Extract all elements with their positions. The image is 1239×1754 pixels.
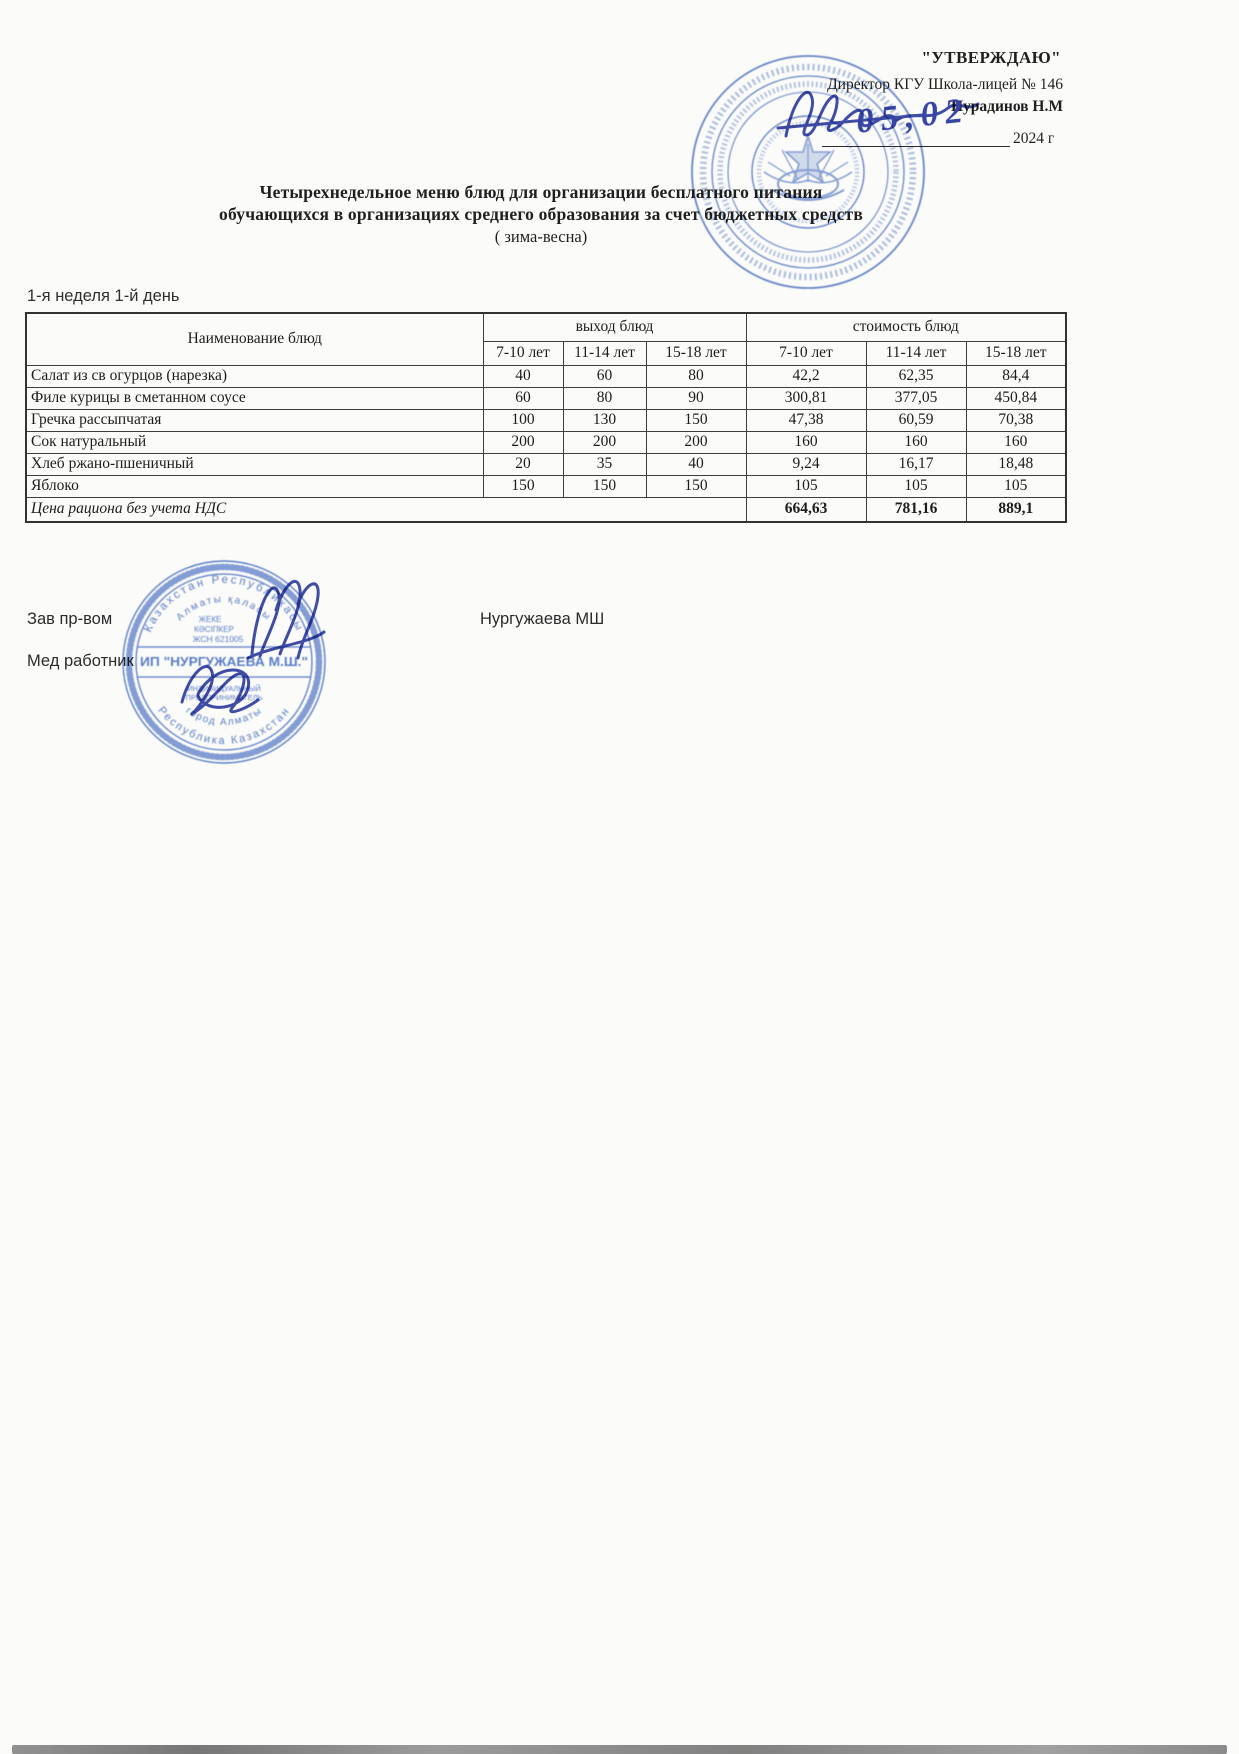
stamp-ring-top-inner: Алматы қаласы <box>174 593 274 624</box>
cost-value: 160 <box>966 431 1066 453</box>
output-value: 200 <box>646 431 746 453</box>
stamp-inner-bottom-1: ИНДИВИДУАЛЬНЫЙ <box>187 684 261 693</box>
header-age-cost-1: 7-10 лет <box>746 341 866 365</box>
output-value: 200 <box>563 431 646 453</box>
cost-value: 9,24 <box>746 453 866 475</box>
cost-value: 42,2 <box>746 365 866 387</box>
cost-value: 60,59 <box>866 409 966 431</box>
week-day-label: 1-я неделя 1-й день <box>27 287 180 305</box>
header-dish-name: Наименование блюд <box>26 313 483 365</box>
title-line-2: обучающихся в организациях среднего образования за счет бюджетных средств <box>219 204 863 224</box>
cost-value: 160 <box>866 431 966 453</box>
director-name: Нурадинов Н.М <box>950 98 1063 115</box>
total-label: Цена рациона без учета НДС <box>26 497 746 522</box>
cost-value: 18,48 <box>966 453 1066 475</box>
output-value: 80 <box>563 387 646 409</box>
year-label: 2024 г <box>1013 130 1055 147</box>
output-value: 150 <box>646 409 746 431</box>
table-row <box>26 431 1066 453</box>
output-value: 60 <box>563 365 646 387</box>
med-signature <box>168 650 288 735</box>
title-season: ( зима-весна) <box>494 227 588 246</box>
chef-label: Зав пр-вом <box>27 610 113 628</box>
total-cost-1: 664,63 <box>746 497 866 522</box>
entrepreneur-stamp-icon <box>118 556 330 768</box>
total-cost-2: 781,16 <box>866 497 966 522</box>
header-age-output-2: 11-14 лет <box>563 341 646 365</box>
output-value: 20 <box>483 453 563 475</box>
output-value: 150 <box>646 475 746 497</box>
med-signature-icon <box>168 650 288 730</box>
svg-text:Казахстан Республикасы <box>142 574 306 634</box>
dish-name: Хлеб ржано-пшеничный <box>26 453 483 475</box>
cost-value: 377,05 <box>866 387 966 409</box>
director-title-line: Директор КГУ Школа-лицей № 146 <box>827 76 1063 93</box>
document-title <box>121 181 961 248</box>
title-line-1: Четырехнедельное меню блюд для организации бесплатного питания <box>259 182 823 202</box>
med-worker-label: Мед работник <box>27 652 134 670</box>
svg-text:Алматы қаласы <box>174 594 273 623</box>
cost-value: 160 <box>746 431 866 453</box>
scan-edge-artifact <box>12 1745 1227 1754</box>
dish-name: Гречка рассыпчатая <box>26 409 483 431</box>
total-row <box>26 497 1066 522</box>
dish-name: Яблоко <box>26 475 483 497</box>
chef-signature <box>222 566 347 676</box>
chef-signature-icon <box>222 566 347 671</box>
cost-value: 105 <box>746 475 866 497</box>
dish-name: Салат из св огурцов (нарезка) <box>26 365 483 387</box>
header-age-output-1: 7-10 лет <box>483 341 563 365</box>
total-cost-3: 889,1 <box>966 497 1066 522</box>
table-row <box>26 475 1066 497</box>
cost-value: 105 <box>866 475 966 497</box>
stamp-inner-top-2: КӘСІПКЕР <box>194 625 234 634</box>
cost-value: 62,35 <box>866 365 966 387</box>
stamp-inner-bottom-2: ПРЕДПРИНИМАТЕЛЬ <box>185 693 263 702</box>
output-value: 150 <box>483 475 563 497</box>
approve-label: "УТВЕРЖДАЮ" <box>921 48 1061 67</box>
header-age-cost-3: 15-18 лет <box>966 341 1066 365</box>
output-value: 40 <box>646 453 746 475</box>
stamp-inner-top-1: ЖЕКЕ <box>198 615 222 624</box>
output-value: 40 <box>483 365 563 387</box>
header-age-output-3: 15-18 лет <box>646 341 746 365</box>
cost-value: 16,17 <box>866 453 966 475</box>
menu-table <box>25 312 1067 523</box>
stamp-band-text: ИП "НУРГУЖАЕВА М.Ш." <box>140 654 308 669</box>
output-value: 35 <box>563 453 646 475</box>
cost-value: 300,81 <box>746 387 866 409</box>
stamp-ring-bottom-outer: Республика Казахстан <box>155 704 293 748</box>
cost-value: 84,4 <box>966 365 1066 387</box>
chef-name: Нургужаева МШ <box>480 610 605 628</box>
output-value: 90 <box>646 387 746 409</box>
dish-name: Сок натуральный <box>26 431 483 453</box>
stamp-inner-id: ЖСН 621005 <box>192 634 244 644</box>
stamp-ring-top-outer: Казахстан Республикасы <box>142 573 306 635</box>
svg-text:Республика Казахстан <box>155 705 293 747</box>
stamp-ring-bottom-inner: город Алматы <box>183 705 265 729</box>
header-cost-group: стоимость блюд <box>746 313 1066 341</box>
cost-value: 70,38 <box>966 409 1066 431</box>
cost-value: 105 <box>966 475 1066 497</box>
entrepreneur-round-stamp <box>118 556 330 773</box>
cost-value: 47,38 <box>746 409 866 431</box>
dish-name: Филе курицы в сметанном соусе <box>26 387 483 409</box>
cost-value: 450,84 <box>966 387 1066 409</box>
output-value: 150 <box>563 475 646 497</box>
output-value: 60 <box>483 387 563 409</box>
output-value: 130 <box>563 409 646 431</box>
table-row <box>26 387 1066 409</box>
handwritten-date: 05,02 <box>854 90 972 141</box>
header-age-cost-2: 11-14 лет <box>866 341 966 365</box>
svg-text:город Алматы <box>184 705 265 728</box>
table-row <box>26 453 1066 475</box>
output-value: 100 <box>483 409 563 431</box>
output-value: 200 <box>483 431 563 453</box>
table-row <box>26 365 1066 387</box>
table-row <box>26 409 1066 431</box>
output-value: 80 <box>646 365 746 387</box>
header-output-group: выход блюд <box>483 313 746 341</box>
